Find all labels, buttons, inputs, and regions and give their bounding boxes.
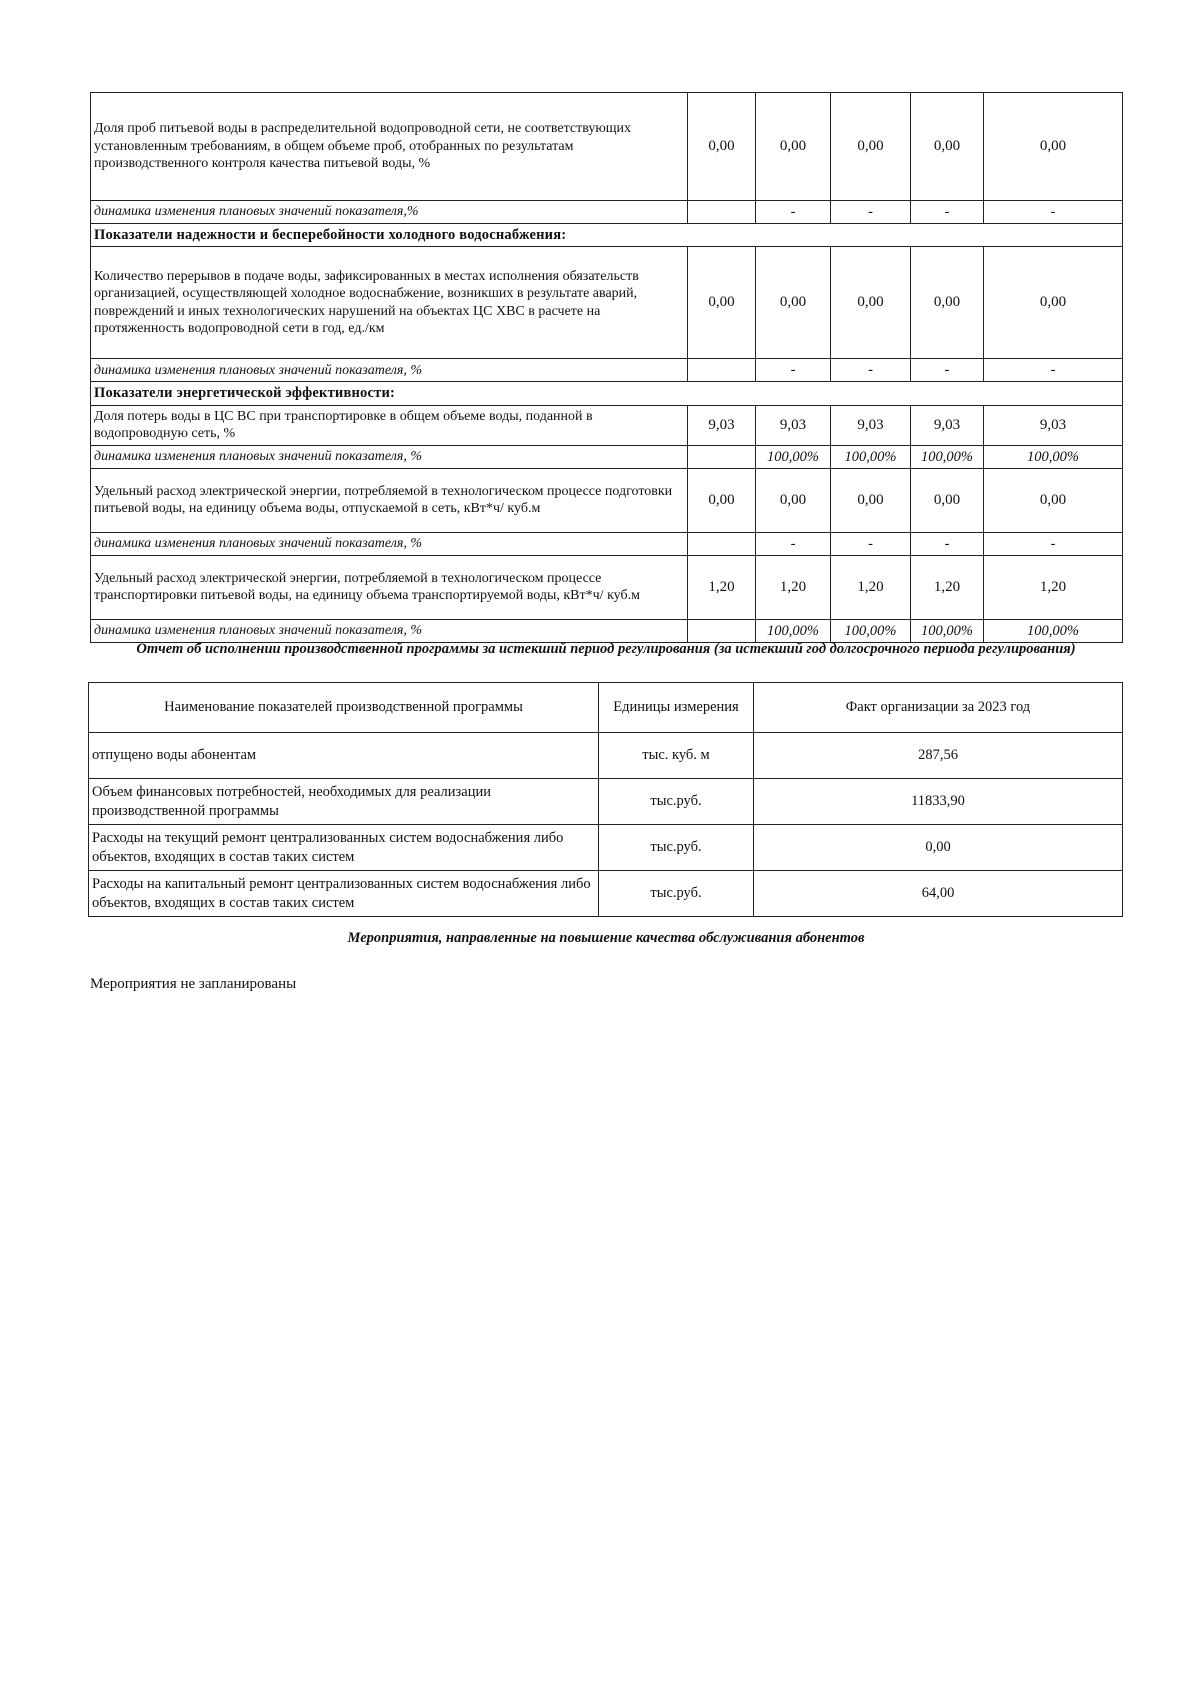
section-title: Показатели надежности и бесперебойности холодного водоснабжения: bbox=[91, 224, 1123, 247]
report-row-name: отпущено воды абонентам bbox=[89, 733, 599, 779]
report-row-fact: 64,00 bbox=[754, 871, 1123, 917]
dynamics-value: - bbox=[831, 359, 911, 382]
report-row-unit: тыс.руб. bbox=[599, 779, 754, 825]
indicator-label: Доля проб питьевой воды в распределительной водопроводной сети, не соответствующих установленным требованиям, в общем объеме проб, отобранных по результатам производственного контроля качества питьевой воды, % bbox=[91, 93, 688, 201]
dynamics-label: динамика изменения плановых значений показателя, % bbox=[91, 619, 688, 642]
indicator-value: 0,00 bbox=[688, 93, 756, 201]
report-row-fact: 287,56 bbox=[754, 733, 1123, 779]
dynamics-value: - bbox=[984, 201, 1123, 224]
report-header-name: Наименование показателей производственной программы bbox=[89, 683, 599, 733]
indicator-value: 1,20 bbox=[831, 555, 911, 619]
report-row bbox=[89, 825, 1123, 871]
dynamics-value: - bbox=[756, 359, 831, 382]
indicator-value: 9,03 bbox=[831, 405, 911, 445]
dynamics-value: - bbox=[831, 532, 911, 555]
section-header-row bbox=[91, 224, 1123, 247]
dynamics-value: - bbox=[984, 532, 1123, 555]
report-row-fact: 0,00 bbox=[754, 825, 1123, 871]
dynamics-value: 100,00% bbox=[984, 445, 1123, 468]
section-header-row bbox=[91, 382, 1123, 405]
dynamics-value bbox=[688, 445, 756, 468]
report-row-name: Расходы на капитальный ремонт централизованных систем водоснабжения либо объектов, входящих в состав таких систем bbox=[89, 871, 599, 917]
indicator-value: 0,00 bbox=[756, 247, 831, 359]
indicator-value: 1,20 bbox=[756, 555, 831, 619]
indicator-row bbox=[91, 93, 1123, 201]
report-row-name: Расходы на текущий ремонт централизованных систем водоснабжения либо объектов, входящих в состав таких систем bbox=[89, 825, 599, 871]
indicator-value: 0,00 bbox=[911, 93, 984, 201]
dynamics-value: 100,00% bbox=[911, 445, 984, 468]
report-row bbox=[89, 733, 1123, 779]
report-title: Отчет об исполнении производственной программы за истекший период регулирования (за истекший год долгосрочного периода регулирования) bbox=[136, 641, 1076, 657]
dynamics-value: 100,00% bbox=[984, 619, 1123, 642]
indicator-row bbox=[91, 405, 1123, 445]
indicator-value: 1,20 bbox=[984, 555, 1123, 619]
measures-title: Мероприятия, направленные на повышение качества обслуживания абонентов bbox=[347, 930, 865, 946]
indicator-row bbox=[91, 468, 1123, 532]
dynamics-value: 100,00% bbox=[756, 445, 831, 468]
report-header-fact: Факт организации за 2023 год bbox=[754, 683, 1123, 733]
dynamics-value: - bbox=[911, 201, 984, 224]
dynamics-row bbox=[91, 532, 1123, 555]
report-table bbox=[88, 682, 1123, 917]
dynamics-row bbox=[91, 201, 1123, 224]
dynamics-value: 100,00% bbox=[831, 445, 911, 468]
indicator-value: 9,03 bbox=[984, 405, 1123, 445]
indicator-value: 0,00 bbox=[831, 93, 911, 201]
dynamics-label: динамика изменения плановых значений показателя,% bbox=[91, 201, 688, 224]
indicator-row bbox=[91, 247, 1123, 359]
indicator-value: 1,20 bbox=[688, 555, 756, 619]
dynamics-value bbox=[688, 359, 756, 382]
dynamics-value: - bbox=[911, 359, 984, 382]
indicator-label: Доля потерь воды в ЦС ВС при транспортировке в общем объеме воды, поданной в водопроводную сеть, % bbox=[91, 405, 688, 445]
report-row-unit: тыс.руб. bbox=[599, 825, 754, 871]
dynamics-value: - bbox=[831, 201, 911, 224]
indicator-row bbox=[91, 555, 1123, 619]
dynamics-value: - bbox=[756, 532, 831, 555]
indicator-value: 0,00 bbox=[984, 247, 1123, 359]
indicator-value: 9,03 bbox=[911, 405, 984, 445]
report-row-name: Объем финансовых потребностей, необходимых для реализации производственной программы bbox=[89, 779, 599, 825]
indicator-value: 1,20 bbox=[911, 555, 984, 619]
indicator-label: Количество перерывов в подаче воды, зафиксированных в местах исполнения обязательств организацией, осуществляющей холодное водоснабжение, возникших в результате аварий, повреждений и иных технологических нарушений на объектах ЦС ХВС в расчете на протяженность водопроводной сети в год, ед./км bbox=[91, 247, 688, 359]
indicator-label: Удельный расход электрической энергии, потребляемой в технологическом процессе подготовки питьевой воды, на единицу объема воды, отпускаемой в сеть, кВт*ч/ куб.м bbox=[91, 468, 688, 532]
report-row bbox=[89, 871, 1123, 917]
dynamics-label: динамика изменения плановых значений показателя, % bbox=[91, 445, 688, 468]
indicator-value: 0,00 bbox=[756, 93, 831, 201]
section-title: Показатели энергетической эффективности: bbox=[91, 382, 1123, 405]
dynamics-value: 100,00% bbox=[756, 619, 831, 642]
dynamics-row bbox=[91, 445, 1123, 468]
dynamics-value bbox=[688, 201, 756, 224]
dynamics-value: - bbox=[756, 201, 831, 224]
report-row-fact: 11833,90 bbox=[754, 779, 1123, 825]
report-header-row bbox=[89, 683, 1123, 733]
indicator-value: 0,00 bbox=[831, 247, 911, 359]
dynamics-row bbox=[91, 619, 1123, 642]
indicator-value: 0,00 bbox=[688, 468, 756, 532]
indicator-value: 0,00 bbox=[911, 468, 984, 532]
dynamics-label: динамика изменения плановых значений показателя, % bbox=[91, 532, 688, 555]
dynamics-row bbox=[91, 359, 1123, 382]
dynamics-value: 100,00% bbox=[831, 619, 911, 642]
dynamics-value: 100,00% bbox=[911, 619, 984, 642]
indicator-value: 9,03 bbox=[756, 405, 831, 445]
indicators-table bbox=[90, 92, 1123, 643]
indicator-value: 0,00 bbox=[688, 247, 756, 359]
dynamics-value: - bbox=[911, 532, 984, 555]
indicator-value: 0,00 bbox=[984, 468, 1123, 532]
dynamics-label: динамика изменения плановых значений показателя, % bbox=[91, 359, 688, 382]
report-row-unit: тыс. куб. м bbox=[599, 733, 754, 779]
report-row-unit: тыс.руб. bbox=[599, 871, 754, 917]
indicator-value: 0,00 bbox=[984, 93, 1123, 201]
dynamics-value bbox=[688, 532, 756, 555]
indicator-value: 0,00 bbox=[911, 247, 984, 359]
measures-text: Мероприятия не запланированы bbox=[90, 976, 297, 992]
dynamics-value bbox=[688, 619, 756, 642]
indicator-value: 0,00 bbox=[756, 468, 831, 532]
indicator-value: 0,00 bbox=[831, 468, 911, 532]
report-row bbox=[89, 779, 1123, 825]
report-header-unit: Единицы измерения bbox=[599, 683, 754, 733]
dynamics-value: - bbox=[984, 359, 1123, 382]
indicator-value: 9,03 bbox=[688, 405, 756, 445]
indicator-label: Удельный расход электрической энергии, потребляемой в технологическом процессе транспортировки питьевой воды, на единицу объема транспортируемой воды, кВт*ч/ куб.м bbox=[91, 555, 688, 619]
